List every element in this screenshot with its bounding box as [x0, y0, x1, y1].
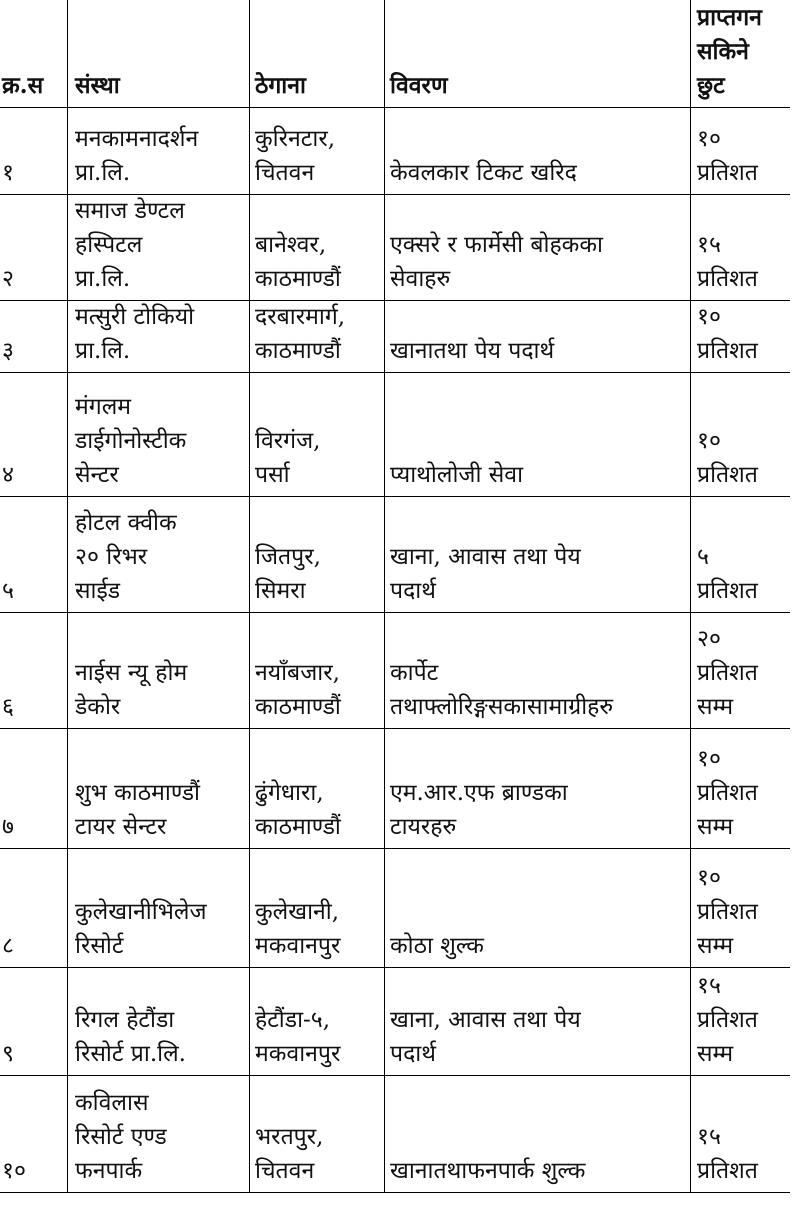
row-address-line: हेटौंडा-५,: [255, 1007, 331, 1033]
row-institution-line: होटल क्वीक: [75, 510, 177, 536]
row-institution-line: सेन्टर: [75, 462, 119, 488]
header-discount: [697, 1, 762, 103]
row-description: [390, 458, 523, 492]
row-sn: [2, 458, 14, 492]
row-description: [390, 228, 603, 296]
row-discount-line: सम्म: [697, 694, 734, 720]
row-discount-line: प्रतिशत: [697, 578, 758, 604]
row-sn: [2, 574, 14, 608]
row-institution: [75, 506, 177, 608]
row-address-line: काठमाण्डौं: [255, 694, 341, 720]
row-address: [255, 1003, 340, 1071]
row-discount: [697, 1120, 758, 1188]
row-address-line: कुलेखानी,: [255, 899, 340, 925]
row-address-line: काठमाण्डौं: [255, 814, 341, 840]
row-address: [255, 895, 340, 963]
row-discount: [697, 300, 758, 368]
row-discount-line: सम्म: [697, 933, 734, 959]
row-divider: [0, 1075, 790, 1076]
row-discount-line: प्रतिशत: [697, 1158, 758, 1184]
row-discount: [697, 861, 758, 963]
row-sn: [2, 810, 14, 844]
row-discount: [697, 622, 758, 724]
row-description: [390, 1154, 585, 1188]
row-sn-line: ७: [2, 814, 14, 840]
row-discount-line: १५: [697, 232, 721, 258]
column-divider: [249, 0, 250, 1192]
row-sn: [2, 690, 14, 724]
row-discount-line: १०: [697, 428, 721, 454]
row-discount-line: प्रतिशत: [697, 160, 758, 186]
row-description-line: खानातथाफनपार्क शुल्क: [390, 1158, 586, 1184]
row-sn-line: १०: [2, 1158, 26, 1184]
row-institution-line: शुभ काठमाण्डौं: [75, 780, 201, 806]
row-institution: [75, 776, 200, 844]
row-address-line: मकवानपुर: [255, 1041, 341, 1067]
header-address: [255, 69, 306, 103]
row-address-line: चितवन: [255, 1158, 315, 1184]
row-institution-line: डेकोर: [75, 694, 121, 720]
row-institution-line: नाईस न्यू होम: [75, 660, 188, 686]
column-divider: [67, 0, 68, 1192]
row-institution: [75, 656, 187, 724]
row-address-line: दरबारमार्ग,: [255, 304, 346, 330]
row-divider: [0, 372, 790, 373]
row-address-line: चितवन: [255, 160, 315, 186]
row-discount-line: १५: [697, 1124, 721, 1150]
row-divider: [0, 1192, 790, 1193]
row-divider: [0, 107, 790, 108]
row-description: [390, 656, 613, 724]
row-institution-line: प्रा.लि.: [75, 266, 131, 292]
row-discount-line: २०: [697, 626, 721, 652]
row-institution-line: रिसोर्ट एण्ड: [75, 1124, 167, 1150]
row-description: [390, 1003, 581, 1071]
row-discount-line: प्रतिशत: [697, 780, 758, 806]
row-institution-line: मनकामनादर्शन: [75, 126, 199, 152]
row-description-line: टायरहरु: [390, 814, 457, 840]
row-sn: [2, 262, 14, 296]
row-institution: [75, 122, 198, 190]
row-discount-line: प्रतिशत: [697, 1007, 758, 1033]
header-institution: [75, 69, 120, 103]
row-sn-line: ९: [2, 1041, 14, 1067]
row-discount: [697, 228, 758, 296]
row-institution-line: रिसोर्ट: [75, 933, 124, 959]
row-address: [255, 776, 341, 844]
row-institution-line: डाईगोनोस्टीक: [75, 428, 187, 454]
row-institution-line: २० रिभर: [75, 544, 148, 570]
row-description-line: कोठा शुल्क: [390, 933, 484, 959]
row-discount-line: प्रतिशत: [697, 338, 758, 364]
row-institution-line: मंगलम: [75, 394, 132, 420]
row-discount: [697, 742, 758, 844]
row-institution-line: रिसोर्ट प्रा.लि.: [75, 1041, 186, 1067]
row-sn-line: ६: [2, 694, 14, 720]
row-description-line: प्याथोलोजी सेवा: [390, 462, 524, 488]
row-address: [255, 228, 341, 296]
row-description-line: पदार्थ: [390, 578, 436, 604]
row-divider: [0, 496, 790, 497]
row-description: [390, 540, 581, 608]
row-sn-line: ४: [2, 462, 14, 488]
row-sn-line: ३: [2, 338, 14, 364]
row-address-line: नयाँबजार,: [255, 660, 340, 686]
row-sn: [2, 156, 14, 190]
row-institution-line: हस्पिटल: [75, 232, 143, 258]
row-discount: [697, 424, 758, 492]
row-address-line: कुरिनटार,: [255, 126, 336, 152]
row-description: [390, 156, 577, 190]
row-sn: [2, 1154, 26, 1188]
header-discount-line: सकिने: [697, 38, 749, 65]
row-description-line: तथाफ्लोरिङ्गसकासामाग्रीहरु: [390, 694, 614, 720]
row-institution: [75, 1003, 186, 1071]
row-address: [255, 540, 321, 608]
row-address: [255, 300, 345, 368]
row-divider: [0, 848, 790, 849]
row-description: [390, 334, 554, 368]
row-institution-line: प्रा.लि.: [75, 160, 131, 186]
row-address-line: काठमाण्डौं: [255, 266, 341, 292]
row-discount-line: १०: [697, 746, 721, 772]
row-address-line: पर्सा: [255, 462, 290, 488]
row-sn: [2, 929, 14, 963]
row-sn: [2, 334, 14, 368]
header-address-line: ठेगाना: [255, 72, 306, 99]
row-discount-line: प्रतिशत: [697, 266, 758, 292]
row-address-line: मकवानपुर: [255, 933, 341, 959]
row-description-line: सेवाहरु: [390, 266, 451, 292]
row-address-line: सिमरा: [255, 578, 306, 604]
row-discount: [697, 540, 758, 608]
header-discount-line: छुट: [697, 72, 725, 99]
row-sn-line: २: [2, 266, 14, 292]
row-discount-line: प्रतिशत: [697, 462, 758, 488]
row-divider: [0, 967, 790, 968]
row-divider: [0, 612, 790, 613]
row-description-line: खानातथा पेय पदार्थ: [390, 338, 555, 364]
row-address: [255, 1120, 323, 1188]
row-address: [255, 122, 335, 190]
row-discount-line: सम्म: [697, 814, 734, 840]
header-discount-line: प्राप्तगन: [697, 4, 762, 31]
row-discount-line: १५: [697, 973, 721, 999]
row-address-line: विरगंज,: [255, 428, 321, 454]
row-institution: [75, 895, 207, 963]
row-discount-line: १०: [697, 304, 721, 330]
row-description: [390, 929, 484, 963]
row-discount-line: ५: [697, 544, 709, 570]
row-institution-line: प्रा.लि.: [75, 338, 131, 364]
row-address-line: ढुंगेधारा,: [255, 780, 324, 806]
header-sn-line: क्र.स: [2, 72, 44, 99]
row-institution: [75, 1086, 167, 1188]
row-description-line: कार्पेट: [390, 660, 439, 686]
row-discount-line: प्रतिशत: [697, 660, 758, 686]
row-institution: [75, 390, 186, 492]
row-description-line: एक्सरे र फार्मेसी बोहकका: [390, 232, 603, 258]
row-institution: [75, 194, 185, 296]
row-institution-line: कविलास: [75, 1090, 149, 1116]
row-sn-line: ५: [2, 578, 14, 604]
row-address: [255, 656, 341, 724]
row-divider: [0, 728, 790, 729]
row-description-line: एम.आर.एफ ब्राण्डका: [390, 780, 568, 806]
row-address-line: भरतपुर,: [255, 1124, 324, 1150]
row-discount-line: १०: [697, 126, 721, 152]
column-divider: [690, 0, 691, 1192]
row-institution-line: समाज डेण्टल: [75, 198, 185, 224]
row-institution-line: टायर सेन्टर: [75, 814, 167, 840]
row-address-line: बानेश्वर,: [255, 232, 327, 258]
header-description: [390, 69, 448, 103]
row-address-line: काठमाण्डौं: [255, 338, 341, 364]
row-institution-line: रिगल हेटौंडा: [75, 1007, 175, 1033]
row-institution-line: साईड: [75, 578, 121, 604]
row-discount: [697, 969, 758, 1071]
row-sn: [2, 1037, 14, 1071]
row-institution-line: कुलेखानीभिलेज: [75, 899, 207, 925]
row-description: [390, 776, 568, 844]
row-sn-line: ८: [2, 933, 14, 959]
row-description-line: पदार्थ: [390, 1041, 436, 1067]
row-discount-line: प्रतिशत: [697, 899, 758, 925]
row-institution-line: फनपार्क: [75, 1158, 143, 1184]
row-institution-line: मत्सुरी टोकियो: [75, 304, 195, 330]
header-description-line: विवरण: [390, 72, 448, 99]
row-discount-line: १०: [697, 865, 721, 891]
header-sn: [2, 69, 43, 103]
header-institution-line: संस्था: [75, 72, 120, 99]
row-discount: [697, 122, 758, 190]
column-divider: [384, 0, 385, 1192]
row-address: [255, 424, 320, 492]
row-address-line: जितपुर,: [255, 544, 321, 570]
row-institution: [75, 300, 194, 368]
row-description-line: केवलकार टिकट खरिद: [390, 160, 577, 186]
row-description-line: खाना, आवास तथा पेय: [390, 1007, 581, 1033]
row-sn-line: १: [2, 160, 14, 186]
row-discount-line: सम्म: [697, 1041, 734, 1067]
row-description-line: खाना, आवास तथा पेय: [390, 544, 581, 570]
